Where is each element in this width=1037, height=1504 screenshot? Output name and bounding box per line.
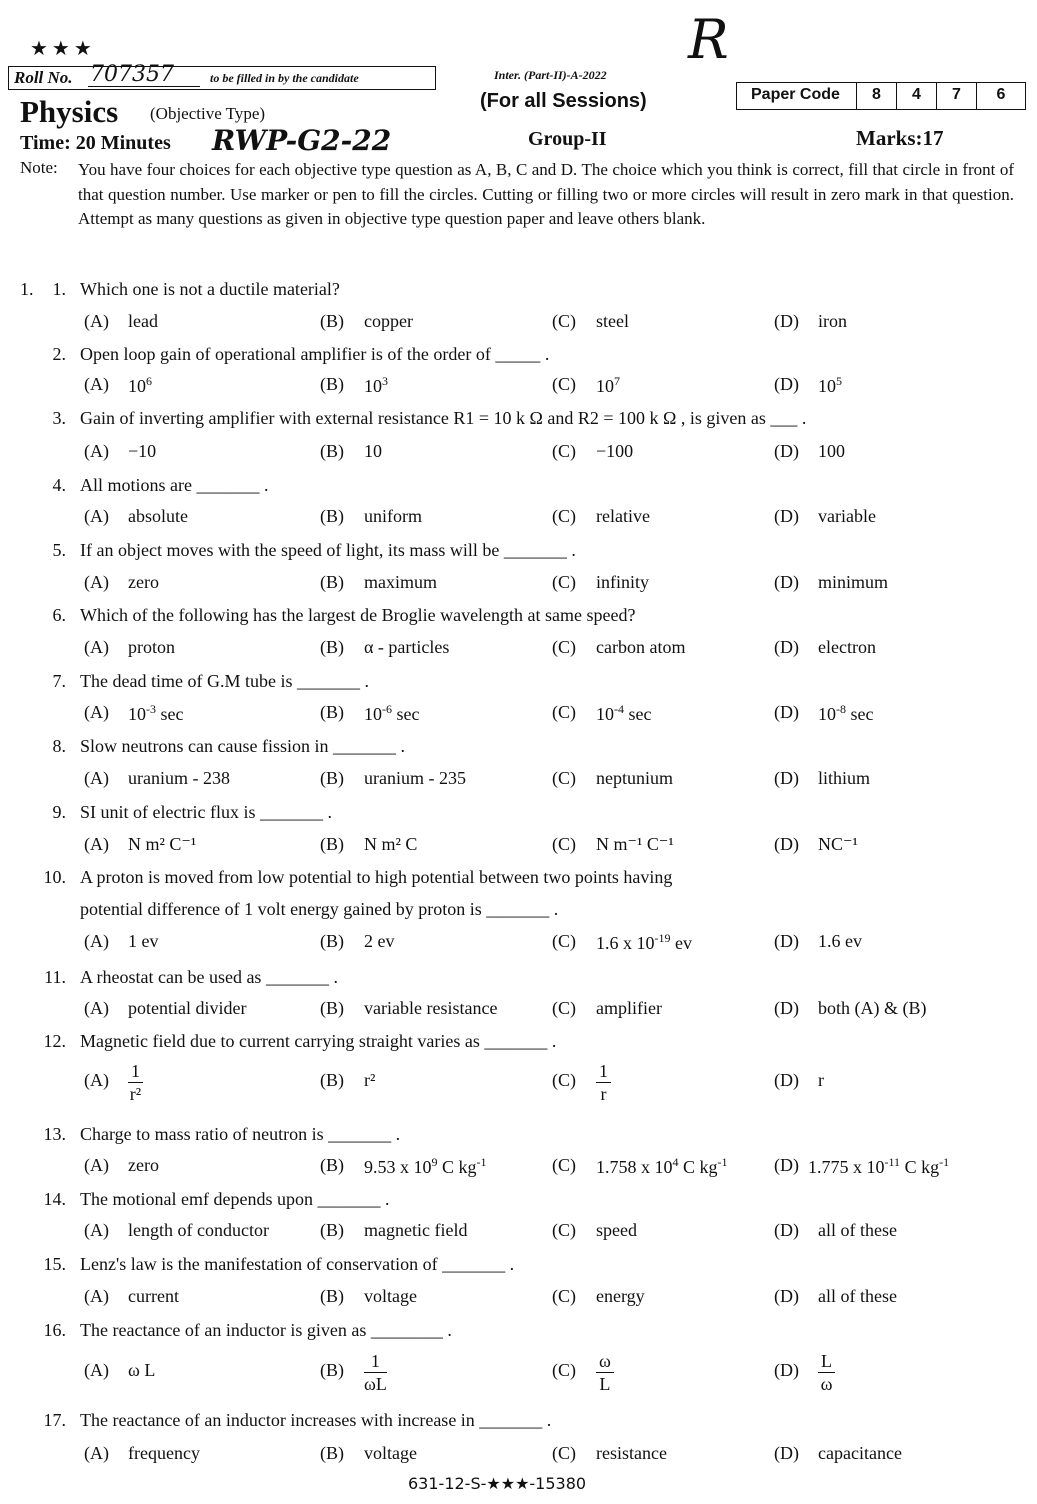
option-letter: (A) (84, 834, 109, 854)
option-text: zero (128, 1155, 159, 1175)
option-text: capacitance (818, 1443, 902, 1463)
option-text: $10^{-3}$ sec (128, 702, 184, 724)
option-letter: (B) (320, 374, 344, 394)
option-letter: (C) (552, 1155, 576, 1175)
option-text: variable (818, 506, 876, 526)
sessions-label: (For all Sessions) (480, 90, 647, 112)
option-letter: (B) (320, 998, 344, 1018)
option-letter: (C) (552, 1360, 576, 1380)
option-text: absolute (128, 506, 188, 526)
option-text: $\frac{\omega}{L}$ (596, 1352, 614, 1393)
question-number: 16. (43, 1320, 66, 1340)
option-letter: (C) (552, 998, 576, 1018)
question-text: Gain of inverting amplifier with external resistance R1 = 10 k Ω and R2 = 100 k Ω , is given as ___ . (80, 408, 807, 428)
option-text: all of these (818, 1220, 897, 1240)
question-number: 13. (43, 1124, 66, 1144)
option-letter: (B) (320, 506, 344, 526)
option-text: neptunium (596, 768, 673, 788)
roll-number-underline (88, 86, 200, 87)
option-letter: (B) (320, 311, 344, 331)
option-text: α - particles (364, 637, 450, 657)
option-text: NC⁻¹ (818, 834, 858, 854)
option-letter: (D) (774, 768, 799, 788)
paper-code-digit: 4 (897, 83, 937, 109)
option-letter: (A) (84, 1286, 109, 1306)
handwritten-code: RWP-G2-22 (212, 124, 392, 157)
option-letter: (D) (774, 311, 799, 331)
option-letter: (B) (320, 1360, 344, 1380)
roll-number-value: 707357 (90, 62, 174, 87)
option-text: infinity (596, 572, 649, 592)
option-text: $10^7$ (596, 374, 620, 396)
question-text: Magnetic field due to current carrying straight varies as _______ . (80, 1031, 557, 1051)
question-number: 7. (52, 671, 66, 691)
option-text: ω L (128, 1360, 156, 1380)
option-letter: (A) (84, 1070, 109, 1090)
question-number: 5. (52, 540, 66, 560)
option-letter: (B) (320, 1220, 344, 1240)
option-letter: (D) (774, 1155, 799, 1175)
option-letter: (D) (774, 702, 799, 722)
question-text: The motional emf depends upon _______ . (80, 1189, 390, 1209)
question-number: 1. (52, 279, 66, 299)
question-number: 15. (43, 1254, 66, 1274)
option-letter: (D) (774, 637, 799, 657)
option-text: voltage (364, 1443, 417, 1463)
option-letter: (A) (84, 1220, 109, 1240)
option-text: uranium - 235 (364, 768, 466, 788)
option-text: 1.6 ev (818, 931, 862, 951)
paper-code-digit: 6 (996, 86, 1006, 103)
option-text: speed (596, 1220, 637, 1240)
option-letter: (A) (84, 931, 109, 951)
roll-number-note: to be filled in by the candidate (210, 71, 359, 85)
option-letter: (C) (552, 702, 576, 722)
option-text: lithium (818, 768, 871, 788)
question-text: If an object moves with the speed of light, its mass will be _______ . (80, 540, 576, 560)
question-text: A rheostat can be used as _______ . (80, 967, 338, 987)
option-letter: (A) (84, 506, 109, 526)
note-label: Note: (20, 158, 58, 177)
option-text: steel (596, 311, 629, 331)
option-text: electron (818, 637, 876, 657)
option-letter: (A) (84, 572, 109, 592)
header-stars: ★★★ (30, 36, 96, 60)
option-letter: (D) (774, 1286, 799, 1306)
option-text: $\frac{L}{\omega}$ (818, 1352, 835, 1393)
question-number: 4. (52, 475, 66, 495)
option-letter: (C) (552, 374, 576, 394)
option-letter: (D) (774, 1070, 799, 1090)
option-text: $10^{-8}$ sec (818, 702, 874, 724)
marks-label: Marks:17 (856, 126, 944, 150)
option-text: $10^3$ (364, 374, 388, 396)
option-letter: (A) (84, 1360, 109, 1380)
handwritten-mark: R (688, 8, 729, 71)
question-text: All motions are _______ . (80, 475, 269, 495)
option-letter: (B) (320, 572, 344, 592)
option-text: 9.53 x $10^9$ C $kg^{-1}$ (364, 1155, 487, 1177)
option-letter: (A) (84, 311, 109, 331)
option-letter: (B) (320, 1070, 344, 1090)
option-text: length of conductor (128, 1220, 269, 1240)
option-text: minimum (818, 572, 889, 592)
question-number: 11. (44, 967, 66, 987)
option-text: N m⁻¹ C⁻¹ (596, 834, 674, 854)
section-number: 1. (20, 279, 34, 299)
time-label: Time: 20 Minutes (20, 132, 171, 154)
option-text: current (128, 1286, 179, 1306)
option-letter: (D) (774, 374, 799, 394)
option-letter: (A) (84, 441, 109, 461)
option-text: 1 ev (128, 931, 159, 951)
question-text: Charge to mass ratio of neutron is _______ . (80, 1124, 401, 1144)
option-text: $10^{-6}$ sec (364, 702, 420, 724)
option-letter: (A) (84, 998, 109, 1018)
question-text: Which one is not a ductile material? (80, 279, 340, 299)
question-text: A proton is moved from low potential to high potential between two points having (80, 867, 673, 887)
question-number: 17. (43, 1410, 66, 1430)
option-letter: (D) (774, 441, 799, 461)
option-text: $10^5$ (818, 374, 842, 396)
question-text: SI unit of electric flux is _______ . (80, 802, 332, 822)
option-text: proton (128, 637, 175, 657)
option-letter: (D) (774, 931, 799, 951)
option-letter: (B) (320, 931, 344, 951)
option-letter: (C) (552, 1070, 576, 1090)
option-text: −100 (596, 441, 634, 461)
question-number: 10. (43, 867, 66, 887)
option-letter: (D) (774, 834, 799, 854)
option-text: frequency (128, 1443, 200, 1463)
option-letter: (A) (84, 1155, 109, 1175)
option-letter: (A) (84, 768, 109, 788)
question-text: The reactance of an inductor increases with increase in _______ . (80, 1410, 552, 1430)
option-text: potential divider (128, 998, 247, 1018)
option-text: magnetic field (364, 1220, 468, 1240)
option-text: uranium - 238 (128, 768, 230, 788)
paper-code-digit: 8 (857, 83, 897, 109)
option-letter: (B) (320, 1443, 344, 1463)
question-number: 2. (52, 344, 66, 364)
question-number: 9. (52, 802, 66, 822)
option-text: all of these (818, 1286, 897, 1306)
option-letter: (B) (320, 768, 344, 788)
option-text: 2 ev (364, 931, 395, 951)
question-text: Which of the following has the largest de Broglie wavelength at same speed? (80, 605, 636, 625)
option-text: $\frac{1}{\text{r²}}$ (129, 1061, 142, 1104)
roll-number-label: Roll No. (14, 68, 73, 87)
option-letter: (C) (552, 1286, 576, 1306)
option-letter: (A) (84, 1443, 109, 1463)
option-text: amplifier (596, 998, 662, 1018)
option-letter: (D) (774, 1220, 799, 1240)
question-text: The dead time of G.M tube is _______ . (80, 671, 369, 691)
option-text: N m² C (364, 834, 418, 854)
question-number: 12. (43, 1031, 66, 1051)
option-text: 10 (364, 441, 382, 461)
option-letter: (C) (552, 637, 576, 657)
option-letter: (A) (84, 374, 109, 394)
question-text: The reactance of an inductor is given as ________ . (80, 1320, 452, 1340)
option-text: 100 (818, 441, 845, 461)
option-text: maximum (364, 572, 437, 592)
question-number: 8. (52, 736, 66, 756)
question-text-continued: potential difference of 1 volt energy gained by proton is _______ . (80, 899, 559, 919)
subject-title: Physics (20, 94, 119, 129)
option-text: $10^6$ (128, 374, 152, 396)
option-letter: (C) (552, 572, 576, 592)
option-text: resistance (596, 1443, 667, 1463)
option-text: relative (596, 506, 650, 526)
option-text: $\frac{1}{\omega L}$ (364, 1351, 387, 1394)
option-text: both (A) & (B) (818, 998, 927, 1018)
question-number: 6. (52, 605, 66, 625)
option-letter: (D) (774, 506, 799, 526)
paper-code-digit: 7 (937, 83, 977, 109)
option-text: zero (128, 572, 159, 592)
option-letter: (D) (774, 998, 799, 1018)
option-text: $10^{-4}$ sec (596, 702, 652, 724)
option-text: uniform (364, 506, 422, 526)
option-text: r (818, 1070, 824, 1090)
paper-code-label: Paper Code (737, 83, 857, 109)
note-text: You have four choices for each objective type question as A, B, C and D. The choice which you think is correct, fill that circle in front of that question number. Use marker or pen to fill the circles. Cutting or filling two or more circles will result in zero mark in that question. Attempt as many questions as given in objective type question paper and leave others blank. (78, 160, 1014, 228)
option-letter: (C) (552, 1443, 576, 1463)
option-text: carbon atom (596, 637, 686, 657)
subject-type: (Objective Type) (150, 104, 266, 123)
question-number: 14. (43, 1189, 66, 1209)
footer-code: 631-12-S-★★★-15380 (408, 1474, 587, 1493)
question-text: Lenz's law is the manifestation of conservation of _______ . (80, 1254, 515, 1274)
option-text: 1.758 x $10^4$ C $kg^{-1}$ (596, 1155, 728, 1177)
option-text: variable resistance (364, 998, 498, 1018)
question-number: 3. (52, 408, 66, 428)
option-text: copper (364, 311, 413, 331)
option-letter: (D) (774, 572, 799, 592)
question-text: Slow neutrons can cause fission in _______ . (80, 736, 405, 756)
option-text: r² (364, 1070, 376, 1090)
option-letter: (C) (552, 1220, 576, 1240)
option-text: voltage (364, 1286, 417, 1306)
option-text: −10 (128, 441, 157, 461)
question-text: Open loop gain of operational amplifier is of the order of _____ . (80, 344, 550, 364)
option-letter: (C) (552, 311, 576, 331)
option-text: lead (128, 311, 158, 331)
option-letter: (A) (84, 637, 109, 657)
option-letter: (B) (320, 637, 344, 657)
option-text: N m² C⁻¹ (128, 834, 197, 854)
option-letter: (C) (552, 931, 576, 951)
exam-code: Inter. (Part-II)-A-2022 (494, 68, 607, 82)
option-letter: (C) (552, 768, 576, 788)
option-letter: (C) (552, 834, 576, 854)
option-letter: (B) (320, 702, 344, 722)
option-text: iron (818, 311, 847, 331)
option-letter: (C) (552, 506, 576, 526)
option-text: energy (596, 1286, 645, 1306)
option-letter: (B) (320, 1155, 344, 1175)
option-letter: (D) (774, 1360, 799, 1380)
option-letter: (A) (84, 702, 109, 722)
option-letter: (D) (774, 1443, 799, 1463)
option-letter: (C) (552, 441, 576, 461)
paper-code-box (736, 82, 1026, 110)
option-letter: (B) (320, 834, 344, 854)
group-label: Group-II (528, 128, 607, 150)
option-text: 1.775 x $10^{-11}$ C $kg^{-1}$ (808, 1155, 950, 1177)
option-text: 1.6 x $10^{-19}$ ev (596, 931, 692, 953)
option-text: $\frac{1}{r}$ (596, 1062, 611, 1103)
option-letter: (B) (320, 1286, 344, 1306)
option-letter: (B) (320, 441, 344, 461)
